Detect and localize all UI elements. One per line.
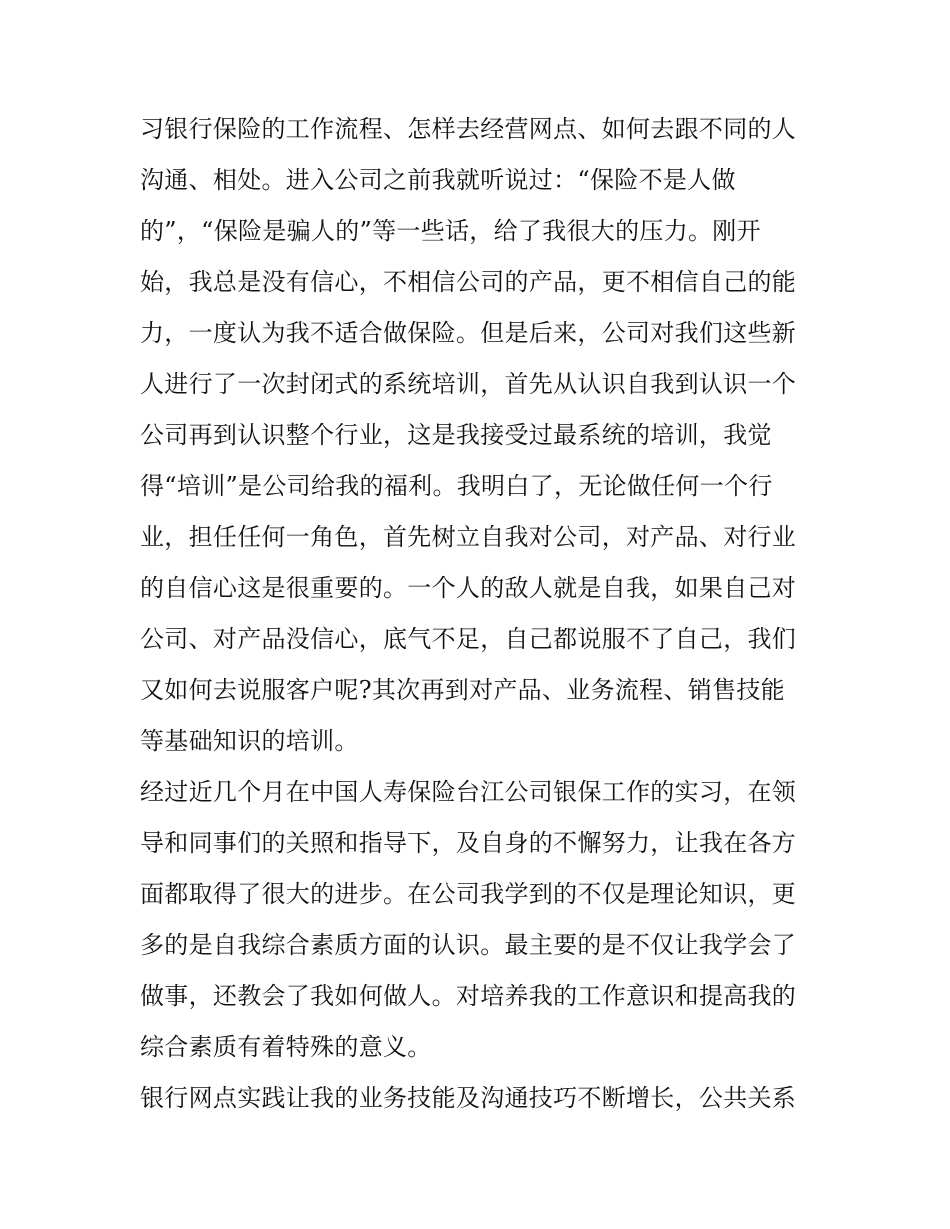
text-line: 综合素质有着特殊的意义。 [140,1033,432,1061]
text-line: 公司再到认识整个行业，这是我接受过最系统的培训，我觉 [140,421,772,449]
text-line: 面都取得了很大的进步。在公司我学到的不仅是理论知识，更 [140,880,797,908]
text-line: 业，担任任何一角色，首先树立自我对公司，对产品、对行业 [140,523,797,551]
body-text [140,104,815,1124]
text-line: 公司、对产品没信心，底气不足，自己都说服不了自己，我们 [140,625,797,653]
text-line: 人进行了一次封闭式的系统培训，首先从认识自我到认识一个 [140,370,797,398]
text-line: 多的是自我综合素质方面的认识。最主要的是不仅让我学会了 [140,931,797,959]
text-line: 做事，还教会了我如何做人。对培养我的工作意识和提高我的 [140,982,797,1010]
text-line: 的自信心这是很重要的。一个人的敌人就是自我，如果自己对 [140,574,797,602]
text-line: 始，我总是没有信心，不相信公司的产品，更不相信自己的能 [140,268,797,296]
text-line: 得“培训”是公司给我的福利。我明白了，无论做任何一个行 [140,472,773,500]
text-line: 等基础知识的培训。 [140,727,359,755]
paragraph-start-line: 经过近几个月在中国人寿保险台江公司银保工作的实习，在领 [140,778,797,806]
text-line: 力，一度认为我不适合做保险。但是后来，公司对我们这些新 [140,319,797,347]
text-line: 又如何去说服客户呢?其次再到对产品、业务流程、销售技能 [140,676,785,704]
text-line: 导和同事们的关照和指导下，及自身的不懈努力，让我在各方 [140,829,797,857]
text-line: 沟通、相处。进入公司之前我就听说过：“保险不是人做 [140,166,736,194]
text-line: 习银行保险的工作流程、怎样去经营网点、如何去跟不同的人 [140,115,797,143]
text-line: 的”，“保险是骗人的”等一些话，给了我很大的压力。刚开 [140,217,761,245]
paragraph-start-line: 银行网点实践让我的业务技能及沟通技巧不断增长，公共关系 [140,1084,797,1112]
